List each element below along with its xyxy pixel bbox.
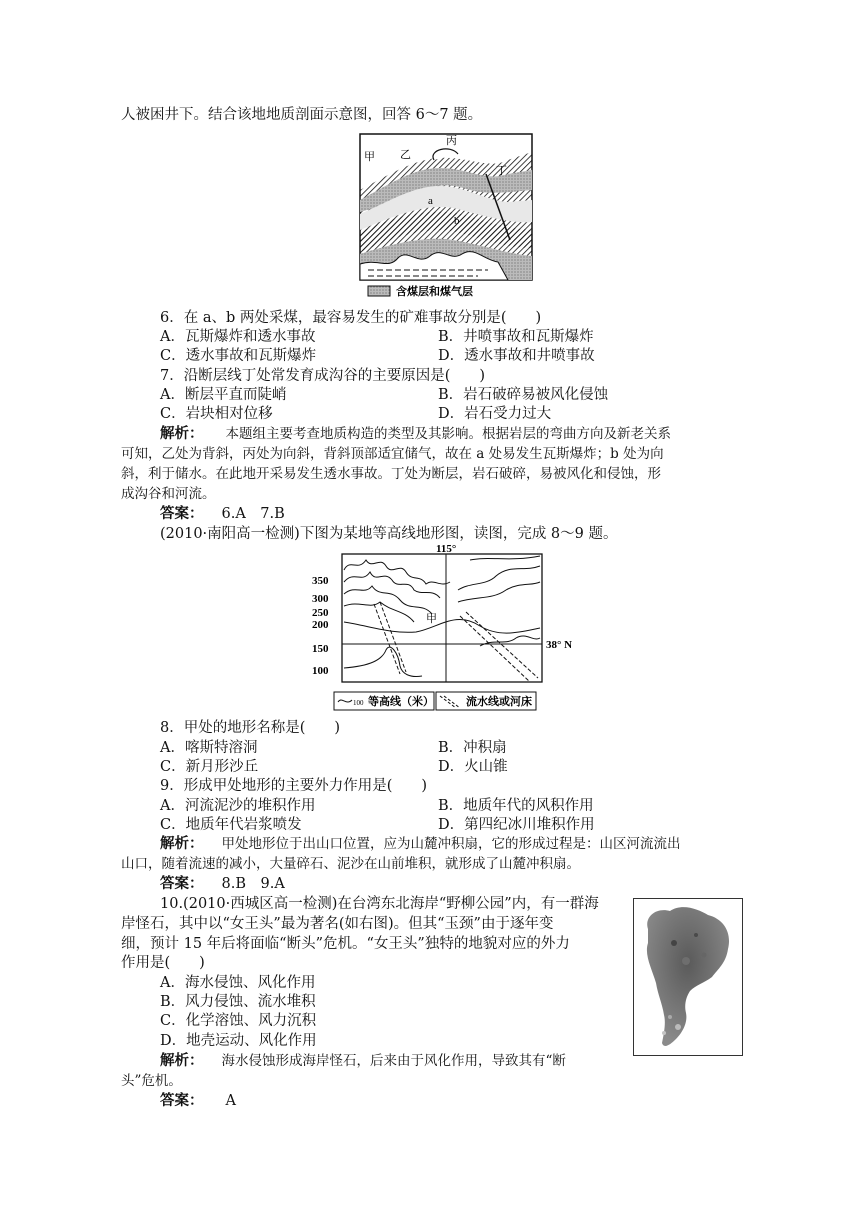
geology-section-figure — [358, 130, 534, 302]
q7-stem: 7．沿断层线丁处常发育成沟谷的主要原因是( ) — [160, 368, 486, 384]
jia-label: 甲 — [426, 613, 437, 625]
answer3-line — [160, 1091, 236, 1111]
answer2-value: 8.B 9.A — [221, 876, 285, 892]
q8-stem: 8．甲处的地形名称是( ) — [160, 720, 341, 736]
answer1-value: 6.A 7.B — [221, 506, 285, 522]
q9-option-b[interactable]: B．地质年代的风积作用 — [438, 798, 594, 814]
q7-option-d[interactable]: D．岩石受力过大 — [438, 406, 552, 422]
analysis1-line1 — [160, 424, 671, 444]
contour-map-figure — [310, 542, 573, 714]
geology-section-diagram — [358, 130, 534, 302]
label-b: b — [454, 215, 460, 227]
intro-text: 人被困井下。结合该地地质剖面示意图，回答 6～7 题。 — [121, 107, 483, 123]
analysis3-line1 — [160, 1051, 566, 1071]
q7-option-c[interactable]: C．岩块相对位移 — [160, 406, 273, 422]
tick-250: 250 — [312, 607, 329, 619]
analysis1-line2: 可知，乙处为背斜，丙处为向斜，背斜顶部适宜储气，故在 a 处易发生瓦斯爆炸；b 处为向 — [121, 446, 664, 462]
answer3-head: 答案： — [160, 1092, 204, 1109]
q9-option-d[interactable]: D．第四纪冰川堆积作用 — [438, 817, 595, 833]
analysis3-head: 解析： — [160, 1052, 204, 1069]
coal-legend-text: 含煤层和煤气层 — [396, 285, 473, 298]
analysis1-line3: 斜，利于储水。在此地开采易发生透水事故。丁处为断层，岩石破碎，易被风化和侵蚀，形 — [121, 466, 661, 482]
contour-legend-text: 等高线（米） — [368, 695, 434, 708]
coal-legend-swatch — [368, 286, 390, 296]
q10-option-d[interactable]: D．地壳运动、风化作用 — [160, 1033, 317, 1049]
contour-legend-value: 100 — [353, 699, 364, 707]
longitude-label: 115° — [436, 543, 457, 555]
q6-option-c[interactable]: C．透水事故和瓦斯爆炸 — [160, 348, 317, 364]
q10-option-a[interactable]: A．海水侵蚀、风化作用 — [160, 975, 316, 991]
answer2-line — [160, 874, 285, 894]
river-legend-text: 流水线或河床 — [466, 695, 532, 708]
label-a: a — [428, 195, 433, 207]
answer1-head: 答案： — [160, 505, 204, 522]
q8-option-a[interactable]: A．喀斯特溶洞 — [160, 740, 258, 756]
tick-300: 300 — [312, 593, 329, 605]
q9-stem: 9．形成甲处地形的主要外力作用是( ) — [160, 778, 428, 794]
q7-option-a[interactable]: A．断层平直而陡峭 — [160, 387, 287, 403]
q6-stem: 6．在 a、b 两处采煤，最容易发生的矿难事故分别是( ) — [160, 310, 542, 326]
q10-line1: 10.(2010·西城区高一检测)在台湾东北海岸“野柳公园”内，有一群海 — [160, 896, 599, 912]
analysis3-text1: 海水侵蚀形成海岸怪石，后来由于风化作用，导致其有“断 — [221, 1053, 566, 1069]
analysis2-line2: 山口，随着流速的减小，大量碎石、泥沙在山前堆积，就形成了山麓冲积扇。 — [121, 856, 580, 872]
analysis1-line4: 成沟谷和河流。 — [121, 486, 216, 502]
answer3-value: A — [225, 1093, 236, 1109]
q8-9-source: (2010·南阳高一检测)下图为某地等高线地形图，读图，完成 8～9 题。 — [160, 526, 618, 542]
q9-option-a[interactable]: A．河流泥沙的堆积作用 — [160, 798, 316, 814]
tick-100: 100 — [312, 665, 329, 677]
analysis2-text1: 甲处地形位于出山口位置，应为山麓冲积扇，它的形成过程是：山区河流流出 — [221, 836, 681, 852]
label-bing: 丙 — [446, 135, 457, 147]
analysis1-head: 解析： — [160, 425, 204, 442]
label-ding: 丁 — [496, 165, 507, 177]
queens-head-photo — [633, 898, 743, 1056]
queens-head-rock-image — [634, 899, 742, 1055]
q6-option-a[interactable]: A．瓦斯爆炸和透水事故 — [160, 329, 316, 345]
latitude-label: 38° N — [546, 639, 573, 651]
tick-200: 200 — [312, 619, 329, 631]
label-jia: 甲 — [364, 151, 375, 163]
analysis3-line2: 头”危机。 — [121, 1073, 182, 1089]
q8-option-d[interactable]: D．火山锥 — [438, 759, 508, 775]
analysis2-head: 解析： — [160, 835, 204, 852]
q8-option-c[interactable]: C．新月形沙丘 — [160, 759, 259, 775]
q10-line4: 作用是( ) — [121, 955, 205, 971]
q6-option-b[interactable]: B．井喷事故和瓦斯爆炸 — [438, 329, 594, 345]
q8-option-b[interactable]: B．冲积扇 — [438, 740, 507, 756]
tick-150: 150 — [312, 643, 329, 655]
q6-option-d[interactable]: D．透水事故和井喷事故 — [438, 348, 595, 364]
answer2-head: 答案： — [160, 875, 204, 892]
q10-line2: 岸怪石，其中以“女王头”最为著名(如右图)。但其“玉颈”由于逐年变 — [121, 916, 554, 932]
q9-option-c[interactable]: C．地质年代岩浆喷发 — [160, 817, 302, 833]
answer1-line — [160, 504, 285, 524]
label-yi: 乙 — [400, 149, 411, 161]
analysis2-line1 — [160, 834, 681, 854]
q7-option-b[interactable]: B．岩石破碎易被风化侵蚀 — [438, 387, 609, 403]
contour-map-diagram — [310, 542, 573, 714]
q10-option-c[interactable]: C．化学溶蚀、风力沉积 — [160, 1013, 317, 1029]
tick-350: 350 — [312, 575, 329, 587]
q10-line3: 细，预计 15 年后将面临“断头”危机。“女王头”独特的地貌对应的外力 — [121, 936, 570, 952]
q10-option-b[interactable]: B．风力侵蚀、流水堆积 — [160, 994, 316, 1010]
analysis1-text1: 本题组主要考查地质构造的类型及其影响。根据岩层的弯曲方向及新老关系 — [225, 426, 671, 442]
